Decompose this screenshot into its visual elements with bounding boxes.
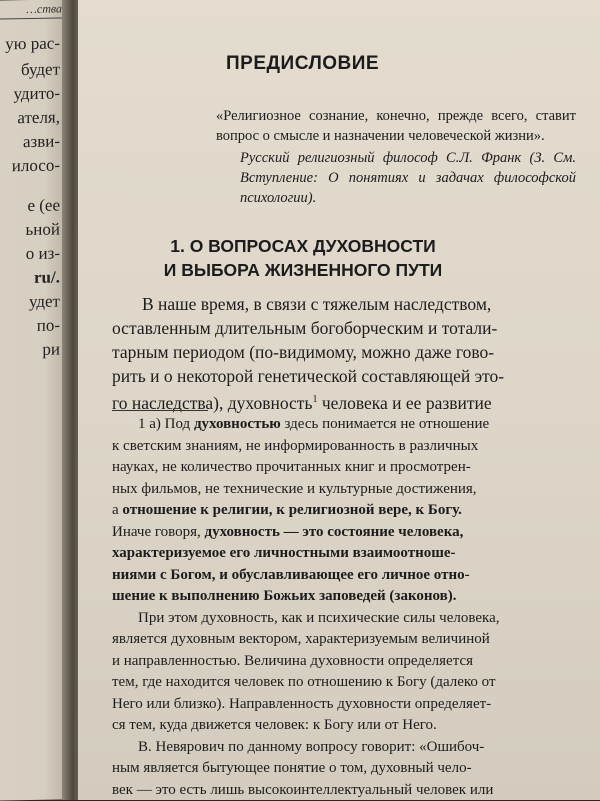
left-header-rule: [0, 17, 68, 19]
epigraph: [216, 106, 576, 208]
footnote: [112, 414, 572, 801]
fn-run: а: [112, 502, 122, 518]
footnote-marker: 1: [312, 394, 317, 405]
book-page: [78, 0, 600, 800]
fn-bold-run: духовностью: [194, 416, 281, 432]
footnote-line: При этом духовность, как и психические силы человека,: [112, 608, 572, 630]
left-fragment: е (ее: [27, 195, 60, 216]
left-fragment: ателя,: [17, 107, 60, 128]
body-line: тарным периодом (по-видимому, можно даже гово-: [112, 340, 572, 364]
left-page-fragment: [0, 0, 68, 801]
footnote-line: является духовным вектором, характеризуемым величиной: [112, 629, 572, 651]
footnote-line: к светским знаниям, не информированность в различных: [112, 436, 572, 458]
body-text: [112, 292, 572, 415]
left-fragment: ри: [42, 339, 60, 359]
left-fragment: о из-: [26, 243, 60, 264]
left-fragment: ru/.: [34, 267, 60, 287]
body-line: оставленным длительным богоборческим и тотали-: [112, 316, 572, 340]
left-fragment: удет: [29, 291, 60, 312]
left-fragment: будет: [21, 59, 60, 80]
fn-run: Иначе говоря,: [112, 524, 205, 540]
fn-bold-run: духовность — это состояние человека,: [205, 524, 464, 540]
footnote-line: В. Невярович по данному вопросу говорит: «Ошибоч-: [112, 737, 572, 759]
footnote-line: тем, где находится человек по отношению к Богу (далеко от: [112, 672, 572, 694]
footnote-line: характеризуемое его личностными взаимоотноше-: [112, 543, 572, 565]
fn-run: здесь понимается не отношение: [281, 416, 489, 432]
left-fragment: илосо-: [12, 155, 60, 176]
footnote-line: [112, 414, 572, 436]
footnote-rule: [112, 410, 208, 411]
footnote-line: науках, не количество прочитанных книг и просмотрен-: [112, 457, 572, 479]
section-title-line1: 1. О ВОПРОСАХ ДУХОВНОСТИ: [138, 234, 468, 258]
epigraph-source: Русский религиозный философ С.Л. Франк (З. См. Вступление: О понятиях и задачах философской психологии).: [216, 148, 576, 208]
body-text-run: человека и ее развитие: [317, 393, 491, 413]
footnote-line: [112, 522, 572, 544]
left-fragment: по-: [37, 315, 60, 335]
left-fragment: удито-: [13, 83, 60, 104]
footnote-line: ся тем, куда движется человек: к Богу или от Него.: [112, 715, 572, 737]
left-page-header: …ства: [26, 1, 62, 17]
fn-run: 1 а) Под: [138, 416, 194, 432]
fn-bold-run: отношение к религии, к религиозной вере, к Богу.: [122, 502, 461, 518]
footnote-line: ных фильмов, не технические и культурные достижения,: [112, 479, 572, 501]
body-line: В наше время, в связи с тяжелым наследством,: [112, 292, 572, 316]
footnote-line: и направленностью. Величина духовности определяется: [112, 651, 572, 673]
footnote-line: век — это есть лишь высокоинтеллектуальный человек или: [112, 780, 572, 801]
epigraph-quote: «Религиозное сознание, конечно, прежде всего, ставит вопрос о смысле и назначении человеческой жизни».: [216, 106, 576, 146]
left-fragment: ьной: [26, 219, 60, 240]
left-fragment: азви-: [23, 131, 60, 152]
body-line: рить и о некоторой генетической составляющей это-: [112, 364, 572, 388]
left-fragment: ую рас-: [5, 33, 60, 54]
body-text-run: го наследства), духовность: [112, 393, 312, 413]
section-title-line2: И ВЫБОРА ЖИЗНЕННОГО ПУТИ: [138, 258, 468, 282]
footnote-line: ниями с Богом, и обуславливающее его личное отно-: [112, 565, 572, 587]
page-heading: ПРЕДИСЛОВИЕ: [226, 53, 379, 75]
footnote-line: ным является бытующее понятие о том, духовный чело-: [112, 758, 572, 780]
footnote-line: [112, 500, 572, 522]
footnote-line: Него или близко). Направленность духовности определяет-: [112, 694, 572, 716]
footnote-line: шение к выполнению Божьих заповедей (законов).: [112, 586, 572, 608]
